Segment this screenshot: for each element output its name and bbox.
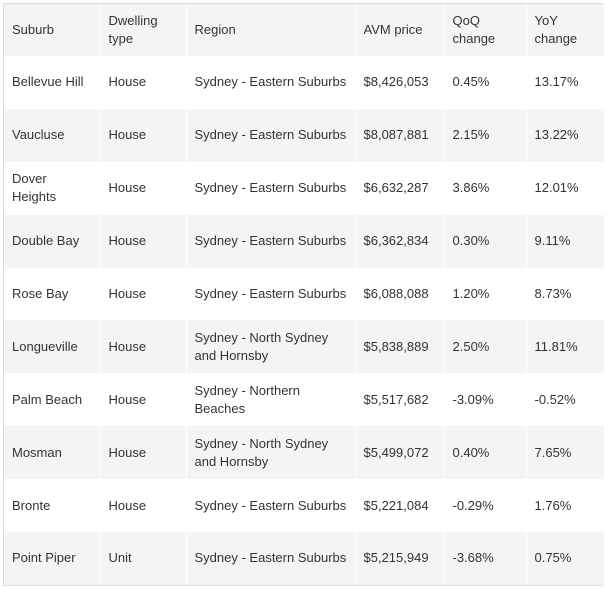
- cell-qoq-change: -0.29%: [444, 479, 526, 532]
- header-region: Region: [186, 4, 355, 56]
- cell-region: Sydney - Eastern Suburbs: [186, 268, 355, 321]
- cell-region: Sydney - Eastern Suburbs: [186, 215, 355, 268]
- cell-yoy-change: 8.73%: [534, 286, 572, 301]
- cell-qoq-change: -3.09%: [444, 373, 526, 426]
- cell-region: Sydney - Northern Beaches: [186, 373, 355, 426]
- cell-yoy-change: 11.81%: [534, 338, 578, 354]
- table-row: [4, 373, 604, 426]
- cell-dwelling-type: House: [100, 320, 186, 373]
- cell-suburb: Mosman: [4, 426, 100, 479]
- cell-region: Sydney - Eastern Suburbs: [186, 532, 355, 585]
- cell-region: Sydney - Eastern Suburbs: [186, 162, 355, 215]
- cell-dwelling-type: House: [100, 162, 186, 215]
- cell-yoy-change: 13.22%: [534, 127, 579, 143]
- cell-qoq-change: -3.68%: [444, 532, 526, 585]
- cell-qoq-change: 2.50%: [444, 320, 526, 373]
- table-row: [4, 162, 604, 215]
- cell-dwelling-type: House: [100, 426, 186, 479]
- cell-dwelling-type: House: [100, 56, 186, 109]
- header-qoq-change: QoQ change: [444, 4, 526, 56]
- cell-region: Sydney - North Sydney and Hornsby: [186, 426, 355, 479]
- cell-yoy-change: 9.11%: [534, 233, 571, 249]
- cell-suburb: Palm Beach: [4, 373, 100, 426]
- cell-dwelling-type: House: [100, 268, 186, 321]
- cell-suburb: Double Bay: [4, 215, 100, 268]
- cell-dwelling-type: House: [100, 109, 186, 162]
- cell-suburb: Vaucluse: [4, 109, 100, 162]
- cell-region: Sydney - Eastern Suburbs: [186, 109, 355, 162]
- header-yoy-change: YoY change: [534, 13, 578, 46]
- cell-yoy-change: 1.76%: [534, 497, 572, 513]
- cell-suburb: Bronte: [4, 479, 100, 532]
- cell-suburb: Point Piper: [4, 532, 100, 585]
- cell-suburb: Dover Heights: [4, 162, 100, 215]
- table-header: [4, 4, 604, 56]
- cell-dwelling-type: House: [100, 215, 186, 268]
- table-row: [4, 479, 604, 532]
- cell-avm-price: $5,499,072: [355, 426, 444, 479]
- table-row: [4, 215, 604, 268]
- cell-dwelling-type: House: [100, 373, 186, 426]
- table-row: [4, 532, 604, 585]
- cell-qoq-change: 0.45%: [444, 56, 526, 109]
- cell-qoq-change: 2.15%: [444, 109, 526, 162]
- cell-qoq-change: 1.20%: [444, 268, 526, 321]
- header-dwelling-type: Dwelling type: [100, 4, 186, 56]
- property-table: [4, 4, 604, 585]
- cell-qoq-change: 0.40%: [444, 426, 526, 479]
- cell-region: Sydney - Eastern Suburbs: [186, 56, 355, 109]
- cell-dwelling-type: House: [100, 479, 186, 532]
- cell-suburb: Bellevue Hill: [4, 56, 100, 109]
- cell-avm-price: $5,517,682: [355, 373, 444, 426]
- cell-yoy-change: 12.01%: [534, 180, 579, 196]
- cell-avm-price: $8,087,881: [355, 109, 444, 162]
- cell-yoy-change: -0.52%: [534, 391, 576, 407]
- header-avm-price: AVM price: [355, 4, 444, 56]
- cell-avm-price: $5,838,889: [355, 320, 444, 373]
- table-row: [4, 56, 604, 109]
- cell-qoq-change: 3.86%: [444, 162, 526, 215]
- cell-yoy-change: 7.65%: [534, 444, 572, 460]
- cell-avm-price: $6,362,834: [355, 215, 444, 268]
- cell-qoq-change: 0.30%: [444, 215, 526, 268]
- cell-suburb: Rose Bay: [4, 268, 100, 321]
- table-row: [4, 109, 604, 162]
- table-row: [4, 320, 604, 373]
- cell-yoy-change: 0.75%: [534, 550, 572, 566]
- cell-avm-price: $5,215,949: [355, 532, 444, 585]
- table-row: [4, 268, 604, 321]
- cell-avm-price: $6,088,088: [355, 268, 444, 321]
- table-body: [4, 56, 604, 585]
- cell-yoy-change: 13.17%: [534, 74, 579, 90]
- table-row: [4, 426, 604, 479]
- header-suburb: Suburb: [4, 4, 100, 56]
- cell-region: Sydney - North Sydney and Hornsby: [186, 320, 355, 373]
- header-row: [4, 4, 604, 56]
- property-table-container: [3, 3, 603, 586]
- cell-dwelling-type: Unit: [100, 532, 186, 585]
- cell-avm-price: $6,632,287: [355, 162, 444, 215]
- cell-region: Sydney - Eastern Suburbs: [186, 479, 355, 532]
- cell-suburb: Longueville: [4, 320, 100, 373]
- cell-avm-price: $5,221,084: [355, 479, 444, 532]
- cell-avm-price: $8,426,053: [355, 56, 444, 109]
